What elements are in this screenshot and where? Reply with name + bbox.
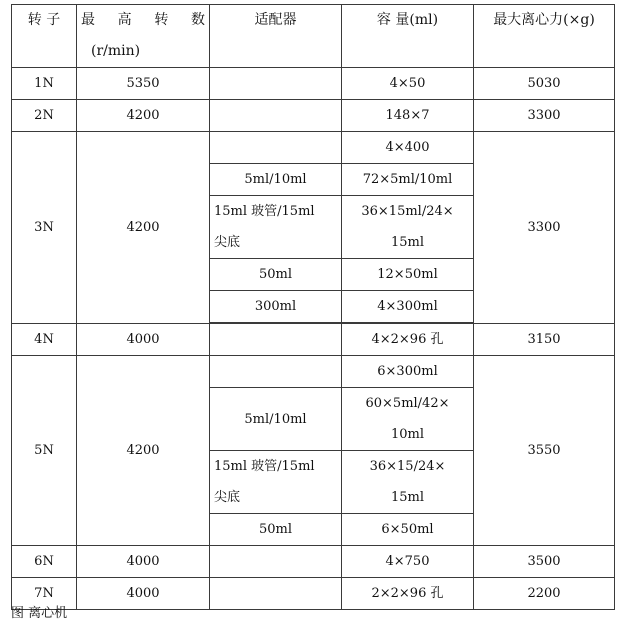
header-max-speed-line1: 最 高 转 数	[81, 12, 205, 28]
rotor-cell: 6N	[12, 546, 77, 578]
table-header-row	[12, 5, 615, 68]
speed-cell: 4200	[77, 356, 210, 546]
rotor-cell: 7N	[12, 578, 77, 610]
adapter-cell: 15ml 玻管/15ml 尖底	[210, 451, 342, 514]
capacity-cell: 4×50	[342, 68, 474, 100]
capacity-cell: 4×400	[342, 132, 474, 164]
capacity-cell: 36×15ml/24× 15ml	[342, 196, 474, 259]
capacity-cell: 72×5ml/10ml	[342, 164, 474, 196]
header-capacity: 容 量(ml)	[342, 5, 474, 68]
adapter-cell: 5ml/10ml	[210, 164, 342, 196]
adapter-cell: 15ml 玻管/15ml 尖底	[210, 196, 342, 259]
adapter-cell	[210, 578, 342, 610]
capacity-cell: 6×300ml	[342, 356, 474, 388]
capacity-cell: 4×2×96 孔	[342, 324, 474, 356]
adapter-cell	[210, 132, 342, 164]
force-cell: 3300	[474, 132, 615, 324]
force-cell: 3500	[474, 546, 615, 578]
capacity-cell: 4×750	[342, 546, 474, 578]
table-row	[12, 132, 615, 164]
adapter-cell: 50ml	[210, 259, 342, 291]
speed-cell: 4200	[77, 100, 210, 132]
table-row	[12, 324, 615, 356]
table-row	[12, 68, 615, 100]
rotor-cell: 2N	[12, 100, 77, 132]
speed-cell: 4200	[77, 132, 210, 324]
force-cell: 3150	[474, 324, 615, 356]
capacity-cell: 12×50ml	[342, 259, 474, 291]
capacity-cell: 4×300ml	[342, 291, 474, 323]
rotor-spec-table	[11, 4, 615, 610]
table-row	[12, 546, 615, 578]
force-cell: 3550	[474, 356, 615, 546]
rotor-cell: 3N	[12, 132, 77, 324]
adapter-cell	[210, 324, 342, 356]
force-cell: 3300	[474, 100, 615, 132]
table-row	[12, 578, 615, 610]
adapter-cell	[210, 100, 342, 132]
header-rotor: 转 子	[12, 5, 77, 68]
speed-cell: 5350	[77, 68, 210, 100]
rotor-cell: 4N	[12, 324, 77, 356]
table-row	[12, 356, 615, 388]
adapter-cell: 5ml/10ml	[210, 388, 342, 451]
speed-cell: 4000	[77, 324, 210, 356]
capacity-cell: 36×15/24× 15ml	[342, 451, 474, 514]
force-cell: 5030	[474, 68, 615, 100]
adapter-cell: 50ml	[210, 514, 342, 546]
rotor-cell: 5N	[12, 356, 77, 546]
capacity-cell: 148×7	[342, 100, 474, 132]
header-max-force: 最大离心力(×g)	[474, 5, 615, 68]
header-max-speed-unit: (r/min)	[91, 43, 141, 59]
capacity-cell: 6×50ml	[342, 514, 474, 546]
figure-caption: 图 离心机	[11, 606, 68, 621]
table-row	[12, 100, 615, 132]
capacity-cell: 60×5ml/42× 10ml	[342, 388, 474, 451]
adapter-cell	[210, 546, 342, 578]
adapter-cell: 300ml	[210, 291, 342, 323]
header-max-speed	[77, 5, 210, 68]
capacity-cell: 2×2×96 孔	[342, 578, 474, 610]
adapter-cell	[210, 356, 342, 388]
speed-cell: 4000	[77, 546, 210, 578]
force-cell: 2200	[474, 578, 615, 610]
rotor-cell: 1N	[12, 68, 77, 100]
adapter-cell	[210, 68, 342, 100]
speed-cell: 4000	[77, 578, 210, 610]
header-adapter: 适配器	[210, 5, 342, 68]
